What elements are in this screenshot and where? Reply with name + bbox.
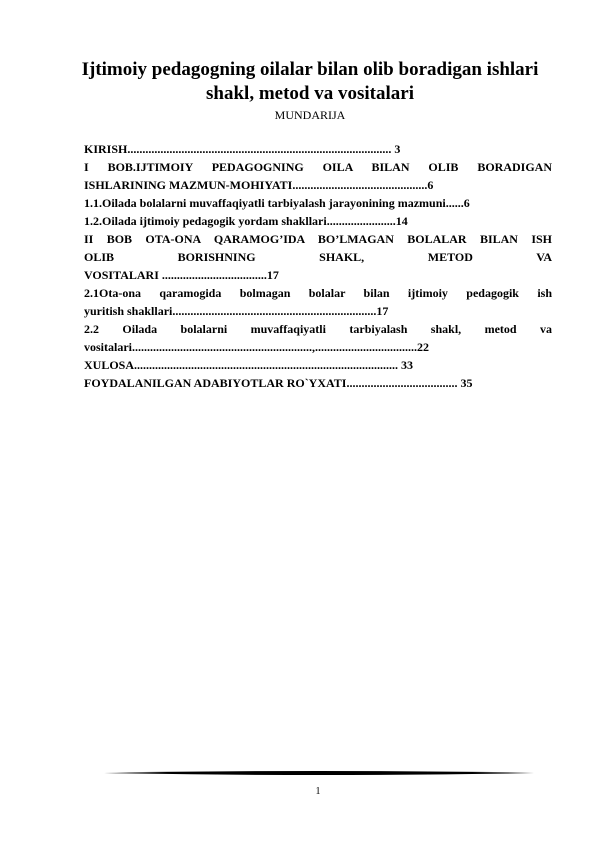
toc-entry-line: OLIB BORISHNING SHAKL, METOD VA	[84, 250, 552, 264]
toc-entry-line: yuritish shakllari....................................................................17	[84, 304, 389, 318]
toc-entry-line: II BOB OTA-ONA QARAMOG’IDA BO’LMAGAN BOLALAR BILAN ISH	[84, 232, 552, 246]
toc-entry-line: KIRISH........................................................................................ 3	[84, 142, 401, 156]
title-line-2: shakl, metod va vositalari	[206, 83, 414, 104]
toc-entry-line: XULOSA........................................................................................ 33	[84, 358, 414, 372]
toc-entry-line: vositalari............................................................,..................................22	[84, 340, 429, 354]
toc-entry-line: FOYDALANILGAN ADABIYOTLAR RO`YXATI..................................... 35	[84, 376, 473, 390]
toc-entry-line: 1.1.Oilada bolalarni muvaffaqiyatli tarbiyalash jarayonining mazmuni......6	[84, 196, 470, 210]
table-of-contents-heading: MUNDARIJA	[274, 108, 346, 122]
document-title	[60, 58, 560, 106]
title-line-1: Ijtimoiy pedagogning oilalar bilan olib boradigan ishlari	[81, 59, 539, 80]
footer-divider	[104, 770, 534, 776]
table-of-contents	[84, 140, 552, 392]
toc-entry-line: I BOB.IJTIMOIY PEDAGOGNING OILA BILAN OLIB BORADIGAN	[84, 160, 552, 174]
toc-entry-line: 1.2.Oilada ijtimoiy pedagogik yordam shakllari.......................14	[84, 214, 408, 228]
toc-entry-line: VOSITALARI ...................................17	[84, 268, 279, 282]
toc-entry-line: 2.2 Oilada bolalarni muvaffaqiyatli tarbiyalash shakl, metod va	[84, 322, 552, 336]
toc-entry-line: ISHLARINING MAZMUN-MOHIYATI.............................................6	[84, 178, 434, 192]
toc-entry-line: 2.1Ota-ona qaramogida bolmagan bolalar bilan ijtimoiy pedagogik ish	[84, 286, 552, 300]
page-number: 1	[315, 786, 321, 797]
